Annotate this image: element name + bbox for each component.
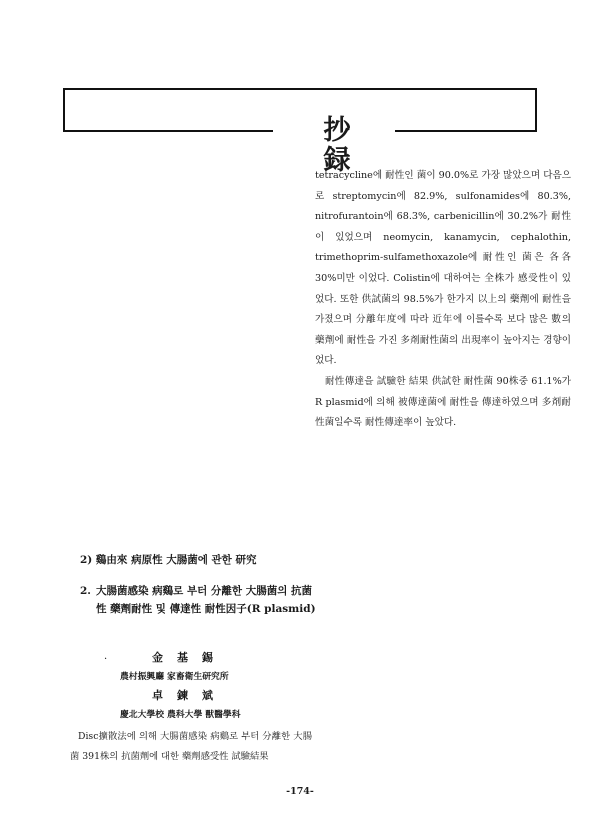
article-intro-text: Disc擴散法에 의해 大腸菌感染 病鷄로 부터 分離한 大腸菌 391株의 抗菌劑에 대한 藥劑感受性 試驗結果 <box>70 731 312 762</box>
header-rule-right <box>395 130 537 132</box>
author-affiliation: 農村振興廳 家畜衛生研究所 <box>120 672 229 682</box>
section-heading: 2) 鷄由來 病原性 大腸菌에 관한 研究 <box>80 554 257 566</box>
abstract-paragraph-1: tetracycline에 耐性인 菌이 90.0%로 가장 많았으며 다음으로 streptomycin에 82.9%, sulfonamides에 80.3%, nitrofurantoin에 68.3%, carbenicillin에 30.2%가 耐性이 있었으며 neomycin, kanamycin, cephalothin, trimethoprim-sulfamethoxazole에 耐性인 菌은 各各 30%미만 이었다. Colistin에 대하여는 全株가 感受性이 있었다. 또한 供試菌의 98.5%가 한가지 以上의 藥劑에 耐性을 가졌으며 分離年度에 따라 近年에 이를수록 보다 많은 數의 藥劑에 耐性을 가진 多剤耐性菌의 出現率이 높아지는 경향이었다. <box>315 170 571 367</box>
author-affiliation: 慶北大學校 農科大學 獸醫學科 <box>120 710 241 720</box>
article-title-text: 大腸菌感染 病鷄로 부터 分離한 大腸菌의 抗菌性 藥劑耐性 및 傳達性 耐性因子(R plasmid) <box>96 585 316 615</box>
abstract-continuation <box>315 166 571 434</box>
article-number: 2. <box>80 585 91 597</box>
page-number: -174- <box>286 786 314 797</box>
author-name: 金基錫 <box>152 651 227 664</box>
section-header-title: 抄 録 <box>323 115 375 176</box>
bullet-dot: · <box>104 654 108 665</box>
abstract-paragraph-2: 耐性傳達을 試驗한 結果 供試한 耐性菌 90株중 61.1%가 R plasmid에 의해 被傳達菌에 耐性을 傳達하였으며 多剤耐性菌일수록 耐性傳達率이 높았다. <box>315 375 571 429</box>
header-rule-left <box>63 130 273 132</box>
author-name: 卓鍊斌 <box>152 689 227 702</box>
article-title <box>80 582 320 618</box>
